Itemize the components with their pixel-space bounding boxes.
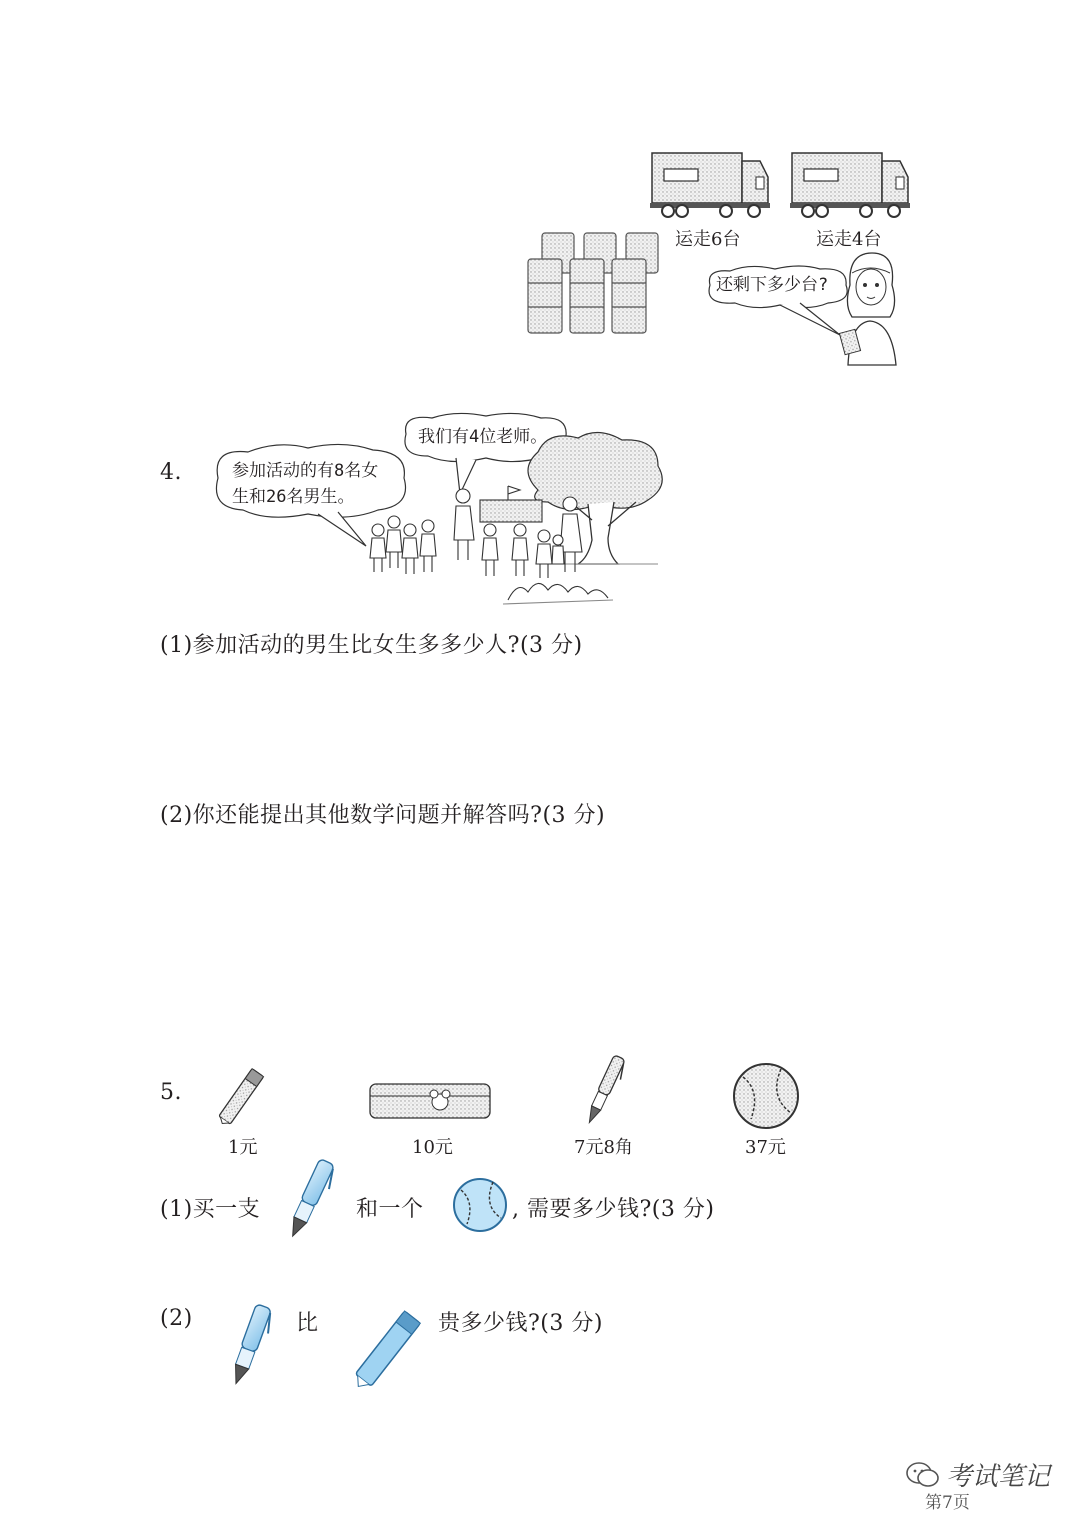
fountain-pen-icon (220, 1302, 280, 1388)
fountain-pen-price: 7元8角 (574, 1137, 633, 1158)
watermark-text: 考试笔记 (946, 1462, 1051, 1492)
pencil-case-icon (368, 1080, 493, 1122)
truck-icon (790, 151, 915, 219)
problem3-illustration (520, 145, 920, 385)
marker-icon (212, 1064, 272, 1130)
problem5-q2-part1: (2) (160, 1306, 193, 1331)
problem5-q2-part3: 贵多少钱?(3 分) (438, 1311, 603, 1336)
baseball-icon (451, 1176, 509, 1234)
truck1-label: 运走6台 (675, 229, 741, 250)
problem4-number: 4. (160, 460, 182, 485)
baseball-price: 37元 (745, 1137, 786, 1158)
problem4-question2: (2)你还能提出其他数学问题并解答吗?(3 分) (160, 803, 606, 828)
fountain-pen-icon (580, 1052, 630, 1127)
truck-icon (650, 151, 775, 219)
marker-price: 1元 (228, 1137, 258, 1158)
pencil-case-price: 10元 (412, 1137, 453, 1158)
problem5-q1-part3: , 需要多少钱?(3 分) (512, 1197, 715, 1222)
problem5-q1-part2: 和一个 (356, 1197, 424, 1222)
wechat-icon (906, 1461, 940, 1489)
watermark (906, 1456, 1050, 1493)
bubble-students-line1: 参加活动的有8名女 (232, 461, 379, 481)
problem5-q2-part2: 比 (296, 1311, 319, 1336)
problem5-q1-part1: (1)买一支 (160, 1197, 261, 1222)
students-group-icon (358, 480, 638, 605)
problem4-question1: (1)参加活动的男生比女生多多少人?(3 分) (160, 633, 583, 658)
marker-icon (346, 1306, 426, 1396)
problem5-number: 5. (160, 1080, 182, 1105)
girl-question: 还剩下多少台? (716, 275, 829, 295)
appliance-stack-icon (526, 231, 666, 336)
bubble-students-line2: 生和26名男生。 (232, 487, 355, 507)
girl-icon (830, 245, 910, 375)
truck2-label: 运走4台 (816, 229, 882, 250)
fountain-pen-icon (280, 1156, 340, 1242)
problem4-illustration (208, 410, 668, 610)
baseball-icon (731, 1061, 801, 1131)
page-footer: 第7页 (925, 1493, 970, 1513)
bubble-teachers: 我们有4位老师。 (418, 427, 548, 447)
